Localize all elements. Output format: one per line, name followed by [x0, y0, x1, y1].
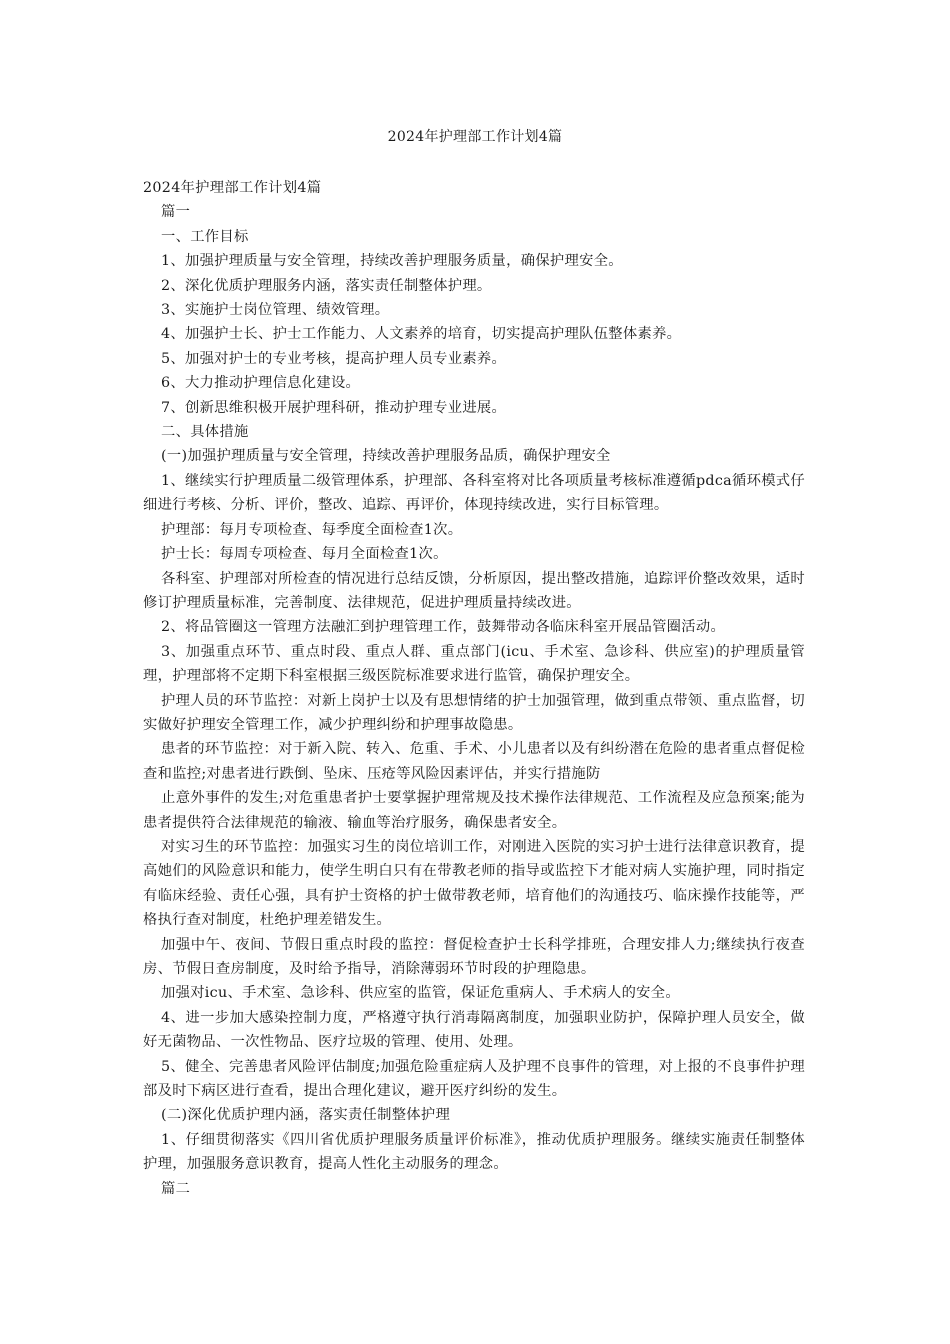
paragraph: 各科室、护理部对所检查的情况进行总结反馈，分析原因，提出整改措施，追踪评价整改效果，适时修订护理质量标准，完善制度、法律规范，促进护理质量持续改进。	[143, 570, 805, 611]
subheading: (二)深化优质护理内涵，落实责任制整体护理	[161, 1107, 451, 1124]
heading: 二、具体措施	[161, 424, 249, 441]
paragraph: 1、继续实行护理质量二级管理体系，护理部、各科室将对比各项质量考核标准遵循pdca循环模式仔细进行考核、分析、评价，整改、追踪、再评价，体现持续改进，实行目标管理。	[143, 472, 805, 514]
paragraph: 7、创新思维积极开展护理科研，推动护理专业进展。	[161, 399, 507, 416]
paragraph: 4、加强护士长、护士工作能力、人文素养的培育，切实提高护理队伍整体素养。	[161, 326, 682, 343]
paragraph: 加强对icu、手术室、急诊科、供应室的监管，保证危重病人、手术病人的安全。	[161, 985, 680, 1002]
paragraph: 加强中午、夜间、节假日重点时段的监控：督促检查护士长科学排班，合理安排人力;继续执行夜查房、节假日查房制度，及时给予指导，消除薄弱环节时段的护理隐患。	[143, 936, 805, 977]
paragraph: 5、健全、完善患者风险评估制度;加强危险重症病人及护理不良事件的管理，对上报的不良事件护理部及时下病区进行查看，提出合理化建议，避开医疗纠纷的发生。	[143, 1058, 805, 1100]
page-title: 2024年护理部工作计划4篇	[387, 129, 563, 145]
paragraph: 护理人员的环节监控：对新上岗护士以及有思想情绪的护士加强管理，做到重点带领、重点监督，切实做好护理安全管理工作，减少护理纠纷和护理事故隐患。	[143, 692, 805, 733]
paragraph: 3、实施护士岗位管理、绩效管理。	[161, 302, 390, 319]
paragraph: 护理部：每月专项检查、每季度全面检查1次。	[161, 521, 463, 538]
section-heading: 篇二	[161, 1180, 191, 1197]
paragraph: 2、将品管圈这一管理方法融汇到护理管理工作，鼓舞带动各临床科室开展品管圈活动。	[161, 619, 726, 636]
subheading: (一)加强护理质量与安全管理，持续改善护理服务品质，确保护理安全	[161, 448, 611, 465]
paragraph: 患者的环节监控：对于新入院、转入、危重、手术、小儿患者以及有纠纷潜在危险的患者重点督促检查和监控;对患者进行跌倒、坠床、压疮等风险因素评估，并实行措施防	[143, 741, 805, 782]
paragraph: 6、大力推动护理信息化建设。	[161, 375, 361, 392]
paragraph: 对实习生的环节监控：加强实习生的岗位培训工作，对刚进入医院的实习护士进行法律意识教育，提高她们的风险意识和能力，使学生明白只有在带教老师的指导或监控下才能对病人实施护理，同时指定有临床经验、责任心强，具有护士资格的护士做带教老师，培育他们的沟通技巧、临床操作技能等，严格执行查对制度，杜绝护理差错发生。	[143, 838, 805, 929]
paragraph: 1、加强护理质量与安全管理，持续改善护理服务质量，确保护理安全。	[161, 253, 623, 270]
document-body	[143, 176, 805, 1201]
heading: 一、工作目标	[161, 228, 249, 245]
paragraph: 护士长：每周专项检查、每月全面检查1次。	[161, 546, 448, 563]
section-heading: 篇一	[161, 204, 191, 221]
paragraph: 4、进一步加大感染控制力度，严格遵守执行消毒隔离制度，加强职业防护，保障护理人员安全，做好无菌物品、一次性物品、医疗垃圾的管理、使用、处理。	[143, 1009, 805, 1051]
paragraph: 3、加强重点环节、重点时段、重点人群、重点部门(icu、手术室、急诊科、供应室)的护理质量管理，护理部将不定期下科室根据三级医院标准要求进行监管，确保护理安全。	[143, 643, 805, 685]
subtitle: 2024年护理部工作计划4篇	[143, 180, 322, 196]
paragraph: 1、仔细贯彻落实《四川省优质护理服务质量评价标准》，推动优质护理服务。继续实施责任制整体护理，加强服务意识教育，提高人性化主动服务的理念。	[143, 1131, 805, 1173]
paragraph: 止意外事件的发生;对危重患者护士要掌握护理常规及技术操作法律规范、工作流程及应急预案;能为患者提供符合法律规范的输液、输血等治疗服务，确保患者安全。	[143, 790, 805, 831]
paragraph: 2、深化优质护理服务内涵，落实责任制整体护理。	[161, 277, 492, 294]
paragraph: 5、加强对护士的专业考核，提高护理人员专业素养。	[161, 350, 507, 367]
